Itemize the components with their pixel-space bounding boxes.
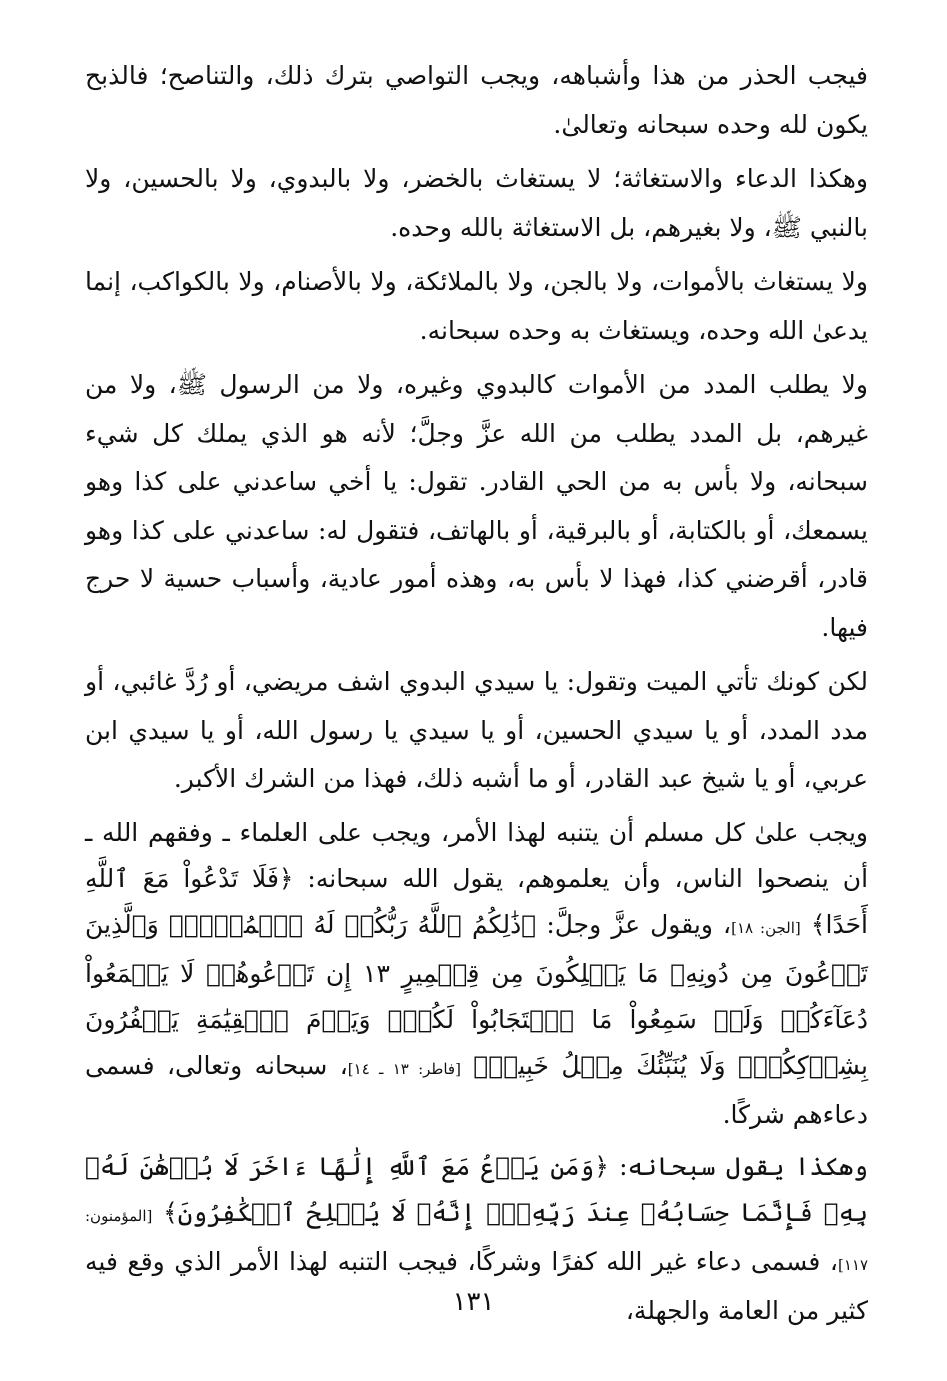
quran-verse-muminun: ﴿وَمَن يَدۡعُ مَعَ ٱللَّهِ إِلَٰهًا ءَاخَرَ لَا بُرۡهَٰنَ لَهُۥ بِهِۦ فَإِنَّمَا حِسَابُهُۥ عِندَ رَبِّهِۦٓۚ إِنَّهُۥ لَا يُفۡلِحُ ٱلۡكَٰفِرُونَ﴾ xyxy=(85,1151,868,1227)
page-body xyxy=(85,52,868,1340)
paragraph-1: فيجب الحذر من هذا وأشباهه، ويجب التواصي بترك ذلك، والتناصح؛ فالذبح يكون لله وحده سبحانه وتعالىٰ. xyxy=(85,61,868,139)
paragraph-4: ولا يطلب المدد من الأموات كالبدوي وغيره، ولا من الرسول ﷺ، ولا من غيرهم، بل المدد يطلب من الله عزَّ وجلَّ؛ لأنه هو الذي يملك كل شيء سبحانه، ولا بأس به من الحي القادر. تقول: يا أخي ساعدني على كذا وهو يسمعك، أو بالكتابة، أو بالبرقية، أو بالهاتف، فتقول له: ساعدني على كذا وهو قادر، أقرضني كذا، فهذا لا بأس به، وهذه أمور عادية، وأسباب حسية لا حرج فيها. xyxy=(85,370,868,642)
paragraph-7-end: ، فسمى دعاء غير الله كفرًا وشركًا، فيجب التنبه لهذا الأمر الذي وقع فيه كثير من العامة والجهلة، xyxy=(85,1246,868,1325)
quran-ref-jinn: [الجن: ١٨] xyxy=(731,918,801,937)
page-number: ١٣١ xyxy=(452,1287,495,1317)
quran-verse-fatir: ﴿ذَٰلِكُمُ ٱللَّهُ رَبُّكُمۡ لَهُ ٱلۡمُلۡكُۚ وَٱلَّذِينَ تَدۡعُونَ مِن دُونِهِۦ مَا يَمۡلِكُونَ مِن قِطۡمِيرٍ ١٣ إِن تَدۡعُوهُمۡ لَا يَسۡمَعُواْ دُعَآءَكُمۡ وَلَوۡ سَمِعُواْ مَا ٱسۡتَجَابُواْ لَكُمۡۖ وَيَوۡمَ ٱلۡقِيَٰمَةِ يَكۡفُرُونَ بِشِرۡكِكُمۡۚ وَلَا يُنَبِّئُكَ مِثۡلُ خَبِيرٖ﴾ xyxy=(85,909,868,1080)
paragraph-3: ولا يستغاث بالأموات، ولا بالجن، ولا بالملائكة، ولا بالأصنام، ولا بالكواكب، إنما يدعىٰ الله وحده، ويستغاث به وحده سبحانه. xyxy=(85,267,868,345)
paragraph-6-intro: ويجب علىٰ كل مسلم أن يتنبه لهذا الأمر، ويجب على العلماء ـ وفقهم الله ـ أن ينصحوا الناس، وأن يعلموهم، يقول الله سبحانه: xyxy=(85,817,869,893)
paragraph-2: وهكذا الدعاء والاستغاثة؛ لا يستغاث بالخضر، ولا بالبدوي، ولا بالحسين، ولا بالنبي ﷺ، ولا بغيرهم، بل الاستغاثة بالله وحده. xyxy=(85,164,868,242)
quran-ref-fatir: [فاطر: ١٣ ـ ١٤] xyxy=(347,1059,461,1078)
quran-ref-muminun: [المؤمنون: ١١٧] xyxy=(85,1206,868,1274)
paragraph-6-mid: ، ويقول عزَّ وجلَّ: xyxy=(546,909,732,939)
paragraph-7-intro: وهكذا يقول سبحانه: xyxy=(619,1151,868,1181)
paragraph-6-end: ، سبحانه وتعالى، فسمى دعاءهم شركًا. xyxy=(85,1050,868,1129)
paragraph-6 xyxy=(85,810,868,1138)
quran-verse-jinn: ﴿فَلَا تَدْعُواْ مَعَ ٱللَّهِ أَحَدًا﴾ xyxy=(85,863,869,939)
paragraph-5: لكن كونك تأتي الميت وتقول: يا سيدي البدوي اشف مريضي، أو رُدَّ غائبي، أو مدد المدد، أو يا سيدي الحسين، أو يا سيدي يا رسول الله، أو يا سيدي ابن عربي، أو يا شيخ عبد القادر، أو ما أشبه ذلك، فهذا من الشرك الأكبر. xyxy=(85,667,868,793)
